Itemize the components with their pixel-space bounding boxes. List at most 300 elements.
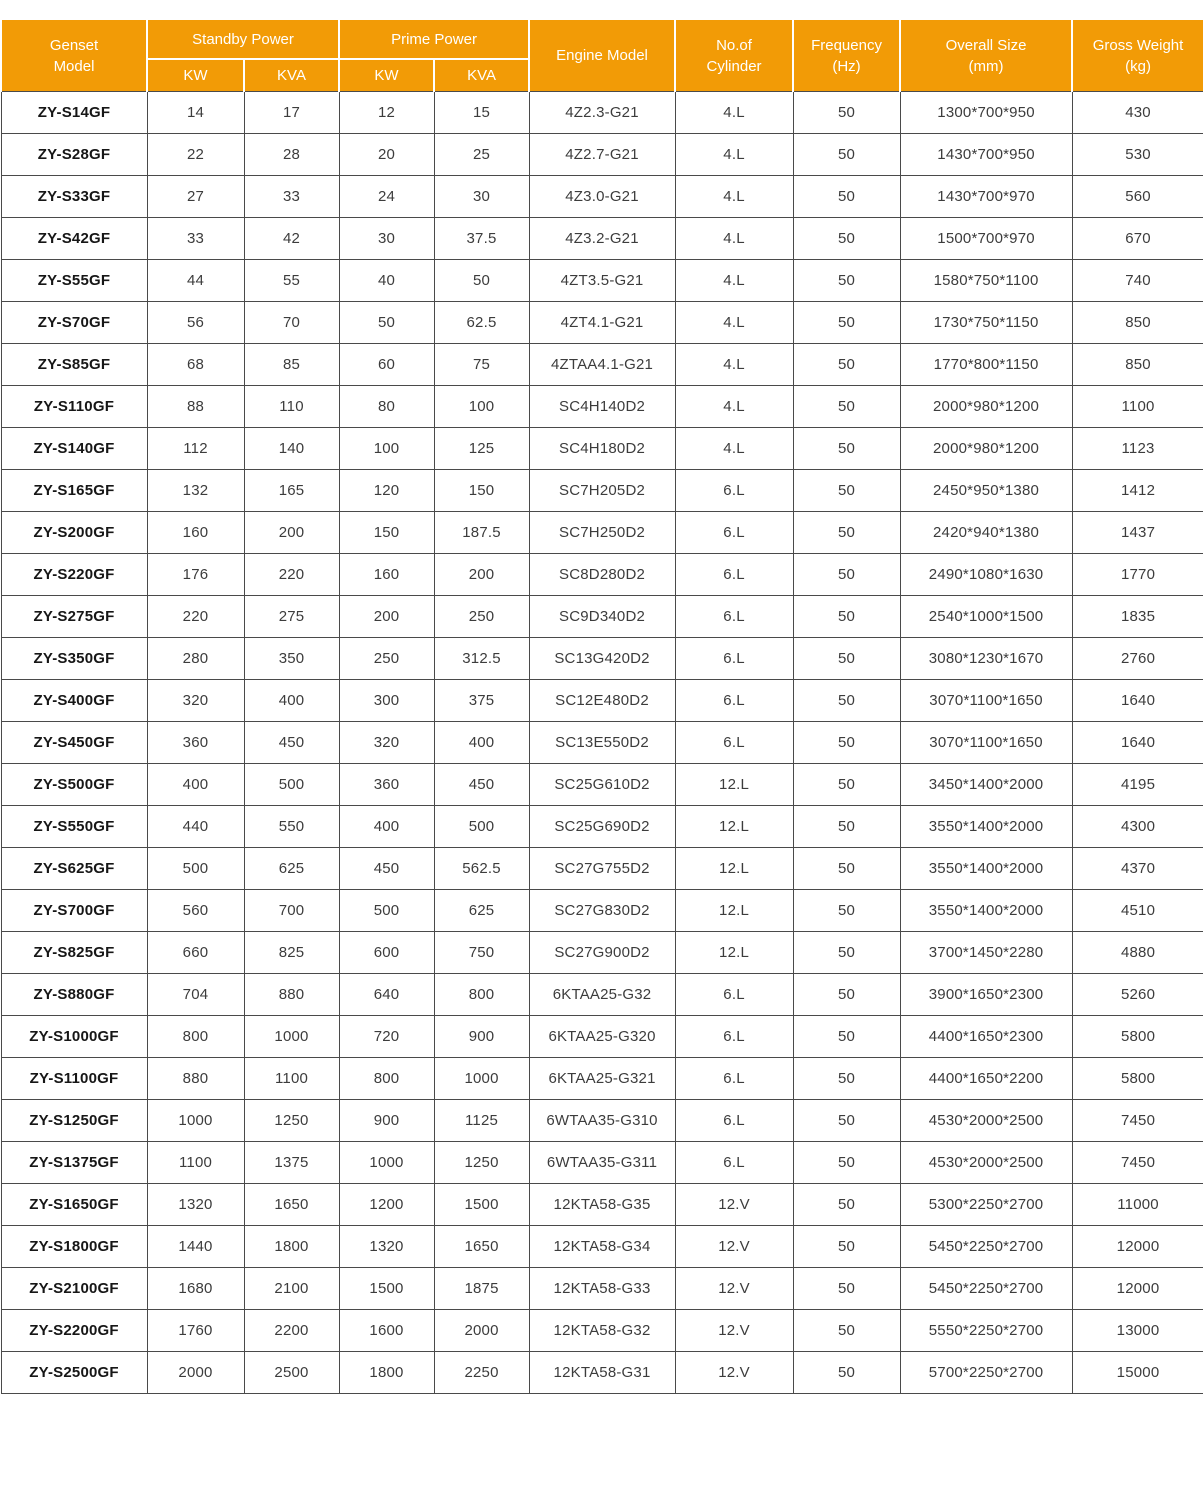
cell-overall-size: 3900*1650*2300 bbox=[900, 974, 1072, 1016]
cell-frequency: 50 bbox=[793, 92, 900, 134]
cell-gross-weight: 4195 bbox=[1072, 764, 1203, 806]
header-genset-model bbox=[1, 19, 147, 92]
cell-gross-weight: 13000 bbox=[1072, 1310, 1203, 1352]
cell-prime-kw: 900 bbox=[339, 1100, 434, 1142]
cell-standby-kva: 2500 bbox=[244, 1352, 339, 1394]
cell-genset-model: ZY-S1375GF bbox=[1, 1142, 147, 1184]
cell-engine-model: SC7H250D2 bbox=[529, 512, 675, 554]
cell-standby-kva: 220 bbox=[244, 554, 339, 596]
table-row bbox=[1, 1058, 1203, 1100]
cell-overall-size: 5300*2250*2700 bbox=[900, 1184, 1072, 1226]
cell-standby-kw: 112 bbox=[147, 428, 244, 470]
header-prime-power: Prime Power bbox=[339, 19, 529, 59]
cell-overall-size: 5450*2250*2700 bbox=[900, 1226, 1072, 1268]
header-overall-size bbox=[900, 19, 1072, 92]
header-standby-kva: KVA bbox=[244, 59, 339, 92]
cell-cylinder: 6.L bbox=[675, 512, 793, 554]
cell-overall-size: 2000*980*1200 bbox=[900, 386, 1072, 428]
cell-engine-model: 4ZTAA4.1-G21 bbox=[529, 344, 675, 386]
cell-cylinder: 12.L bbox=[675, 806, 793, 848]
cell-engine-model: SC8D280D2 bbox=[529, 554, 675, 596]
cell-cylinder: 6.L bbox=[675, 1058, 793, 1100]
cell-prime-kva: 150 bbox=[434, 470, 529, 512]
cell-prime-kva: 625 bbox=[434, 890, 529, 932]
cell-standby-kva: 825 bbox=[244, 932, 339, 974]
cell-prime-kw: 250 bbox=[339, 638, 434, 680]
cell-cylinder: 4.L bbox=[675, 218, 793, 260]
cell-overall-size: 5450*2250*2700 bbox=[900, 1268, 1072, 1310]
cell-standby-kva: 70 bbox=[244, 302, 339, 344]
cell-genset-model: ZY-S42GF bbox=[1, 218, 147, 260]
cell-prime-kw: 50 bbox=[339, 302, 434, 344]
cell-genset-model: ZY-S165GF bbox=[1, 470, 147, 512]
cell-standby-kw: 22 bbox=[147, 134, 244, 176]
cell-overall-size: 4400*1650*2200 bbox=[900, 1058, 1072, 1100]
cell-prime-kva: 100 bbox=[434, 386, 529, 428]
cell-prime-kva: 750 bbox=[434, 932, 529, 974]
cell-genset-model: ZY-S700GF bbox=[1, 890, 147, 932]
cell-standby-kw: 132 bbox=[147, 470, 244, 512]
cell-prime-kw: 300 bbox=[339, 680, 434, 722]
cell-overall-size: 2450*950*1380 bbox=[900, 470, 1072, 512]
header-overall-size-label: Overall Size (mm) bbox=[945, 36, 1027, 75]
cell-prime-kw: 100 bbox=[339, 428, 434, 470]
cell-overall-size: 1500*700*970 bbox=[900, 218, 1072, 260]
cell-gross-weight: 850 bbox=[1072, 344, 1203, 386]
cell-standby-kw: 33 bbox=[147, 218, 244, 260]
cell-engine-model: 6WTAA35-G310 bbox=[529, 1100, 675, 1142]
cell-standby-kw: 1100 bbox=[147, 1142, 244, 1184]
table-row bbox=[1, 302, 1203, 344]
cell-prime-kw: 120 bbox=[339, 470, 434, 512]
cell-prime-kva: 200 bbox=[434, 554, 529, 596]
cell-overall-size: 3550*1400*2000 bbox=[900, 890, 1072, 932]
cell-standby-kw: 176 bbox=[147, 554, 244, 596]
cell-prime-kva: 1250 bbox=[434, 1142, 529, 1184]
cell-engine-model: SC27G755D2 bbox=[529, 848, 675, 890]
cell-prime-kw: 500 bbox=[339, 890, 434, 932]
cell-standby-kva: 28 bbox=[244, 134, 339, 176]
cell-frequency: 50 bbox=[793, 974, 900, 1016]
table-row bbox=[1, 386, 1203, 428]
table-row bbox=[1, 344, 1203, 386]
cell-prime-kva: 50 bbox=[434, 260, 529, 302]
cell-engine-model: SC9D340D2 bbox=[529, 596, 675, 638]
cell-gross-weight: 7450 bbox=[1072, 1142, 1203, 1184]
cell-overall-size: 3450*1400*2000 bbox=[900, 764, 1072, 806]
cell-prime-kva: 800 bbox=[434, 974, 529, 1016]
cell-gross-weight: 5800 bbox=[1072, 1058, 1203, 1100]
cell-cylinder: 12.L bbox=[675, 764, 793, 806]
cell-cylinder: 4.L bbox=[675, 344, 793, 386]
cell-genset-model: ZY-S2100GF bbox=[1, 1268, 147, 1310]
cell-frequency: 50 bbox=[793, 176, 900, 218]
cell-prime-kva: 375 bbox=[434, 680, 529, 722]
cell-engine-model: 4Z2.7-G21 bbox=[529, 134, 675, 176]
cell-prime-kw: 40 bbox=[339, 260, 434, 302]
cell-standby-kw: 14 bbox=[147, 92, 244, 134]
cell-prime-kva: 500 bbox=[434, 806, 529, 848]
cell-frequency: 50 bbox=[793, 890, 900, 932]
header-engine-model: Engine Model bbox=[529, 19, 675, 92]
cell-cylinder: 4.L bbox=[675, 386, 793, 428]
cell-genset-model: ZY-S14GF bbox=[1, 92, 147, 134]
cell-overall-size: 5550*2250*2700 bbox=[900, 1310, 1072, 1352]
cell-prime-kw: 1000 bbox=[339, 1142, 434, 1184]
table-row bbox=[1, 1226, 1203, 1268]
cell-cylinder: 4.L bbox=[675, 260, 793, 302]
cell-overall-size: 1730*750*1150 bbox=[900, 302, 1072, 344]
table-row bbox=[1, 764, 1203, 806]
cell-engine-model: 12KTA58-G33 bbox=[529, 1268, 675, 1310]
header-standby-kw: KW bbox=[147, 59, 244, 92]
cell-overall-size: 5700*2250*2700 bbox=[900, 1352, 1072, 1394]
cell-standby-kva: 2100 bbox=[244, 1268, 339, 1310]
header-no-of-cylinder bbox=[675, 19, 793, 92]
header-frequency bbox=[793, 19, 900, 92]
cell-prime-kva: 62.5 bbox=[434, 302, 529, 344]
cell-genset-model: ZY-S2200GF bbox=[1, 1310, 147, 1352]
cell-prime-kva: 25 bbox=[434, 134, 529, 176]
cell-gross-weight: 740 bbox=[1072, 260, 1203, 302]
cell-standby-kva: 55 bbox=[244, 260, 339, 302]
cell-gross-weight: 530 bbox=[1072, 134, 1203, 176]
cell-standby-kw: 1680 bbox=[147, 1268, 244, 1310]
cell-gross-weight: 12000 bbox=[1072, 1268, 1203, 1310]
cell-prime-kva: 1650 bbox=[434, 1226, 529, 1268]
table-row bbox=[1, 1184, 1203, 1226]
header-group-row bbox=[1, 19, 1203, 59]
cell-standby-kw: 800 bbox=[147, 1016, 244, 1058]
cell-prime-kva: 562.5 bbox=[434, 848, 529, 890]
cell-overall-size: 2420*940*1380 bbox=[900, 512, 1072, 554]
cell-overall-size: 2540*1000*1500 bbox=[900, 596, 1072, 638]
cell-engine-model: 6KTAA25-G32 bbox=[529, 974, 675, 1016]
cell-engine-model: 12KTA58-G32 bbox=[529, 1310, 675, 1352]
cell-frequency: 50 bbox=[793, 1016, 900, 1058]
cell-standby-kva: 1375 bbox=[244, 1142, 339, 1184]
cell-gross-weight: 4300 bbox=[1072, 806, 1203, 848]
cell-prime-kw: 720 bbox=[339, 1016, 434, 1058]
header-prime-kva: KVA bbox=[434, 59, 529, 92]
cell-cylinder: 6.L bbox=[675, 638, 793, 680]
cell-prime-kva: 1125 bbox=[434, 1100, 529, 1142]
cell-prime-kw: 160 bbox=[339, 554, 434, 596]
table-row bbox=[1, 218, 1203, 260]
cell-prime-kw: 30 bbox=[339, 218, 434, 260]
cell-standby-kva: 110 bbox=[244, 386, 339, 428]
cell-standby-kw: 704 bbox=[147, 974, 244, 1016]
cell-gross-weight: 2760 bbox=[1072, 638, 1203, 680]
cell-overall-size: 4400*1650*2300 bbox=[900, 1016, 1072, 1058]
cell-genset-model: ZY-S400GF bbox=[1, 680, 147, 722]
cell-cylinder: 12.V bbox=[675, 1310, 793, 1352]
table-row bbox=[1, 92, 1203, 134]
cell-cylinder: 12.L bbox=[675, 890, 793, 932]
cell-standby-kva: 1000 bbox=[244, 1016, 339, 1058]
cell-engine-model: 6KTAA25-G321 bbox=[529, 1058, 675, 1100]
cell-frequency: 50 bbox=[793, 848, 900, 890]
cell-genset-model: ZY-S1100GF bbox=[1, 1058, 147, 1100]
cell-standby-kva: 1800 bbox=[244, 1226, 339, 1268]
cell-standby-kw: 1440 bbox=[147, 1226, 244, 1268]
cell-standby-kw: 44 bbox=[147, 260, 244, 302]
cell-genset-model: ZY-S350GF bbox=[1, 638, 147, 680]
cell-frequency: 50 bbox=[793, 806, 900, 848]
cell-frequency: 50 bbox=[793, 1226, 900, 1268]
cell-cylinder: 6.L bbox=[675, 554, 793, 596]
cell-standby-kw: 500 bbox=[147, 848, 244, 890]
cell-cylinder: 12.L bbox=[675, 932, 793, 974]
cell-cylinder: 12.V bbox=[675, 1226, 793, 1268]
cell-prime-kw: 1600 bbox=[339, 1310, 434, 1352]
cell-genset-model: ZY-S28GF bbox=[1, 134, 147, 176]
cell-genset-model: ZY-S55GF bbox=[1, 260, 147, 302]
cell-frequency: 50 bbox=[793, 764, 900, 806]
header-genset-model-label: Genset Model bbox=[49, 36, 99, 75]
cell-prime-kva: 900 bbox=[434, 1016, 529, 1058]
cell-overall-size: 3550*1400*2000 bbox=[900, 848, 1072, 890]
cell-overall-size: 1430*700*950 bbox=[900, 134, 1072, 176]
cell-standby-kva: 1650 bbox=[244, 1184, 339, 1226]
cell-prime-kw: 800 bbox=[339, 1058, 434, 1100]
genset-spec-table-container bbox=[0, 18, 1203, 1394]
cell-engine-model: 4ZT4.1-G21 bbox=[529, 302, 675, 344]
cell-cylinder: 12.V bbox=[675, 1268, 793, 1310]
cell-standby-kw: 660 bbox=[147, 932, 244, 974]
header-no-of-cylinder-label: No.of Cylinder bbox=[706, 36, 762, 75]
cell-genset-model: ZY-S450GF bbox=[1, 722, 147, 764]
header-gross-weight-label: Gross Weight (kg) bbox=[1092, 36, 1184, 75]
cell-standby-kw: 360 bbox=[147, 722, 244, 764]
cell-standby-kw: 56 bbox=[147, 302, 244, 344]
cell-standby-kva: 2200 bbox=[244, 1310, 339, 1352]
table-row bbox=[1, 470, 1203, 512]
cell-gross-weight: 670 bbox=[1072, 218, 1203, 260]
cell-standby-kw: 27 bbox=[147, 176, 244, 218]
cell-prime-kva: 312.5 bbox=[434, 638, 529, 680]
header-gross-weight bbox=[1072, 19, 1203, 92]
cell-gross-weight: 11000 bbox=[1072, 1184, 1203, 1226]
cell-standby-kw: 1320 bbox=[147, 1184, 244, 1226]
cell-engine-model: 4ZT3.5-G21 bbox=[529, 260, 675, 302]
cell-gross-weight: 1640 bbox=[1072, 680, 1203, 722]
table-row bbox=[1, 176, 1203, 218]
cell-prime-kva: 125 bbox=[434, 428, 529, 470]
cell-standby-kw: 160 bbox=[147, 512, 244, 554]
cell-engine-model: SC7H205D2 bbox=[529, 470, 675, 512]
cell-standby-kva: 450 bbox=[244, 722, 339, 764]
cell-engine-model: SC27G830D2 bbox=[529, 890, 675, 932]
cell-cylinder: 6.L bbox=[675, 680, 793, 722]
cell-standby-kw: 880 bbox=[147, 1058, 244, 1100]
cell-gross-weight: 1835 bbox=[1072, 596, 1203, 638]
header-standby-power: Standby Power bbox=[147, 19, 339, 59]
cell-engine-model: 6KTAA25-G320 bbox=[529, 1016, 675, 1058]
cell-overall-size: 4530*2000*2500 bbox=[900, 1142, 1072, 1184]
cell-standby-kva: 700 bbox=[244, 890, 339, 932]
cell-cylinder: 6.L bbox=[675, 470, 793, 512]
cell-prime-kw: 20 bbox=[339, 134, 434, 176]
table-row bbox=[1, 974, 1203, 1016]
cell-overall-size: 3070*1100*1650 bbox=[900, 722, 1072, 764]
cell-genset-model: ZY-S275GF bbox=[1, 596, 147, 638]
table-row bbox=[1, 890, 1203, 932]
cell-overall-size: 1770*800*1150 bbox=[900, 344, 1072, 386]
cell-overall-size: 4530*2000*2500 bbox=[900, 1100, 1072, 1142]
cell-frequency: 50 bbox=[793, 512, 900, 554]
cell-genset-model: ZY-S200GF bbox=[1, 512, 147, 554]
cell-standby-kva: 550 bbox=[244, 806, 339, 848]
cell-gross-weight: 1412 bbox=[1072, 470, 1203, 512]
cell-gross-weight: 5260 bbox=[1072, 974, 1203, 1016]
table-body bbox=[1, 92, 1203, 1394]
cell-standby-kw: 88 bbox=[147, 386, 244, 428]
cell-overall-size: 1580*750*1100 bbox=[900, 260, 1072, 302]
cell-standby-kva: 625 bbox=[244, 848, 339, 890]
cell-cylinder: 6.L bbox=[675, 722, 793, 764]
cell-frequency: 50 bbox=[793, 218, 900, 260]
cell-standby-kva: 1100 bbox=[244, 1058, 339, 1100]
cell-overall-size: 1300*700*950 bbox=[900, 92, 1072, 134]
header-prime-kw: KW bbox=[339, 59, 434, 92]
cell-genset-model: ZY-S500GF bbox=[1, 764, 147, 806]
cell-standby-kva: 275 bbox=[244, 596, 339, 638]
cell-frequency: 50 bbox=[793, 344, 900, 386]
cell-gross-weight: 1437 bbox=[1072, 512, 1203, 554]
cell-prime-kw: 1200 bbox=[339, 1184, 434, 1226]
cell-prime-kw: 150 bbox=[339, 512, 434, 554]
cell-prime-kva: 2250 bbox=[434, 1352, 529, 1394]
cell-gross-weight: 7450 bbox=[1072, 1100, 1203, 1142]
cell-prime-kw: 1320 bbox=[339, 1226, 434, 1268]
cell-genset-model: ZY-S70GF bbox=[1, 302, 147, 344]
cell-prime-kva: 400 bbox=[434, 722, 529, 764]
cell-gross-weight: 15000 bbox=[1072, 1352, 1203, 1394]
cell-frequency: 50 bbox=[793, 932, 900, 974]
cell-standby-kw: 440 bbox=[147, 806, 244, 848]
cell-engine-model: SC13G420D2 bbox=[529, 638, 675, 680]
cell-standby-kva: 350 bbox=[244, 638, 339, 680]
cell-engine-model: SC4H140D2 bbox=[529, 386, 675, 428]
cell-cylinder: 12.V bbox=[675, 1184, 793, 1226]
cell-prime-kva: 15 bbox=[434, 92, 529, 134]
cell-gross-weight: 4510 bbox=[1072, 890, 1203, 932]
table-row bbox=[1, 680, 1203, 722]
cell-prime-kva: 37.5 bbox=[434, 218, 529, 260]
cell-cylinder: 6.L bbox=[675, 1142, 793, 1184]
table-row bbox=[1, 1310, 1203, 1352]
table-row bbox=[1, 638, 1203, 680]
cell-frequency: 50 bbox=[793, 428, 900, 470]
table-row bbox=[1, 1268, 1203, 1310]
cell-engine-model: SC12E480D2 bbox=[529, 680, 675, 722]
cell-gross-weight: 5800 bbox=[1072, 1016, 1203, 1058]
cell-engine-model: 4Z2.3-G21 bbox=[529, 92, 675, 134]
cell-engine-model: SC4H180D2 bbox=[529, 428, 675, 470]
cell-frequency: 50 bbox=[793, 596, 900, 638]
cell-gross-weight: 1123 bbox=[1072, 428, 1203, 470]
table-row bbox=[1, 1100, 1203, 1142]
cell-prime-kva: 30 bbox=[434, 176, 529, 218]
cell-gross-weight: 12000 bbox=[1072, 1226, 1203, 1268]
cell-prime-kw: 600 bbox=[339, 932, 434, 974]
cell-prime-kva: 1500 bbox=[434, 1184, 529, 1226]
cell-gross-weight: 1640 bbox=[1072, 722, 1203, 764]
cell-standby-kw: 560 bbox=[147, 890, 244, 932]
cell-frequency: 50 bbox=[793, 1352, 900, 1394]
cell-standby-kw: 320 bbox=[147, 680, 244, 722]
cell-genset-model: ZY-S1650GF bbox=[1, 1184, 147, 1226]
cell-cylinder: 6.L bbox=[675, 1100, 793, 1142]
cell-engine-model: 12KTA58-G34 bbox=[529, 1226, 675, 1268]
cell-engine-model: 12KTA58-G31 bbox=[529, 1352, 675, 1394]
cell-frequency: 50 bbox=[793, 680, 900, 722]
cell-cylinder: 6.L bbox=[675, 1016, 793, 1058]
cell-standby-kva: 1250 bbox=[244, 1100, 339, 1142]
cell-standby-kva: 200 bbox=[244, 512, 339, 554]
cell-standby-kva: 17 bbox=[244, 92, 339, 134]
cell-frequency: 50 bbox=[793, 638, 900, 680]
table-row bbox=[1, 134, 1203, 176]
cell-gross-weight: 4880 bbox=[1072, 932, 1203, 974]
cell-cylinder: 4.L bbox=[675, 302, 793, 344]
cell-engine-model: 6WTAA35-G311 bbox=[529, 1142, 675, 1184]
cell-gross-weight: 4370 bbox=[1072, 848, 1203, 890]
cell-engine-model: SC25G690D2 bbox=[529, 806, 675, 848]
table-row bbox=[1, 806, 1203, 848]
cell-genset-model: ZY-S1800GF bbox=[1, 1226, 147, 1268]
cell-standby-kw: 280 bbox=[147, 638, 244, 680]
cell-prime-kw: 400 bbox=[339, 806, 434, 848]
cell-cylinder: 4.L bbox=[675, 428, 793, 470]
cell-frequency: 50 bbox=[793, 470, 900, 512]
cell-cylinder: 4.L bbox=[675, 134, 793, 176]
cell-prime-kva: 1875 bbox=[434, 1268, 529, 1310]
cell-overall-size: 3550*1400*2000 bbox=[900, 806, 1072, 848]
cell-genset-model: ZY-S110GF bbox=[1, 386, 147, 428]
cell-gross-weight: 560 bbox=[1072, 176, 1203, 218]
cell-prime-kw: 1500 bbox=[339, 1268, 434, 1310]
cell-standby-kw: 2000 bbox=[147, 1352, 244, 1394]
table-header bbox=[1, 19, 1203, 92]
cell-standby-kva: 880 bbox=[244, 974, 339, 1016]
cell-frequency: 50 bbox=[793, 1058, 900, 1100]
cell-standby-kw: 1000 bbox=[147, 1100, 244, 1142]
cell-genset-model: ZY-S2500GF bbox=[1, 1352, 147, 1394]
cell-cylinder: 12.L bbox=[675, 848, 793, 890]
cell-frequency: 50 bbox=[793, 302, 900, 344]
cell-standby-kva: 140 bbox=[244, 428, 339, 470]
cell-genset-model: ZY-S220GF bbox=[1, 554, 147, 596]
genset-spec-table bbox=[0, 18, 1203, 1394]
cell-prime-kva: 1000 bbox=[434, 1058, 529, 1100]
cell-prime-kva: 187.5 bbox=[434, 512, 529, 554]
table-row bbox=[1, 512, 1203, 554]
table-row bbox=[1, 428, 1203, 470]
cell-genset-model: ZY-S550GF bbox=[1, 806, 147, 848]
table-row bbox=[1, 722, 1203, 764]
cell-prime-kw: 450 bbox=[339, 848, 434, 890]
cell-overall-size: 3080*1230*1670 bbox=[900, 638, 1072, 680]
cell-standby-kw: 68 bbox=[147, 344, 244, 386]
cell-gross-weight: 850 bbox=[1072, 302, 1203, 344]
cell-prime-kva: 450 bbox=[434, 764, 529, 806]
table-row bbox=[1, 596, 1203, 638]
cell-frequency: 50 bbox=[793, 386, 900, 428]
cell-engine-model: 12KTA58-G35 bbox=[529, 1184, 675, 1226]
cell-genset-model: ZY-S1000GF bbox=[1, 1016, 147, 1058]
